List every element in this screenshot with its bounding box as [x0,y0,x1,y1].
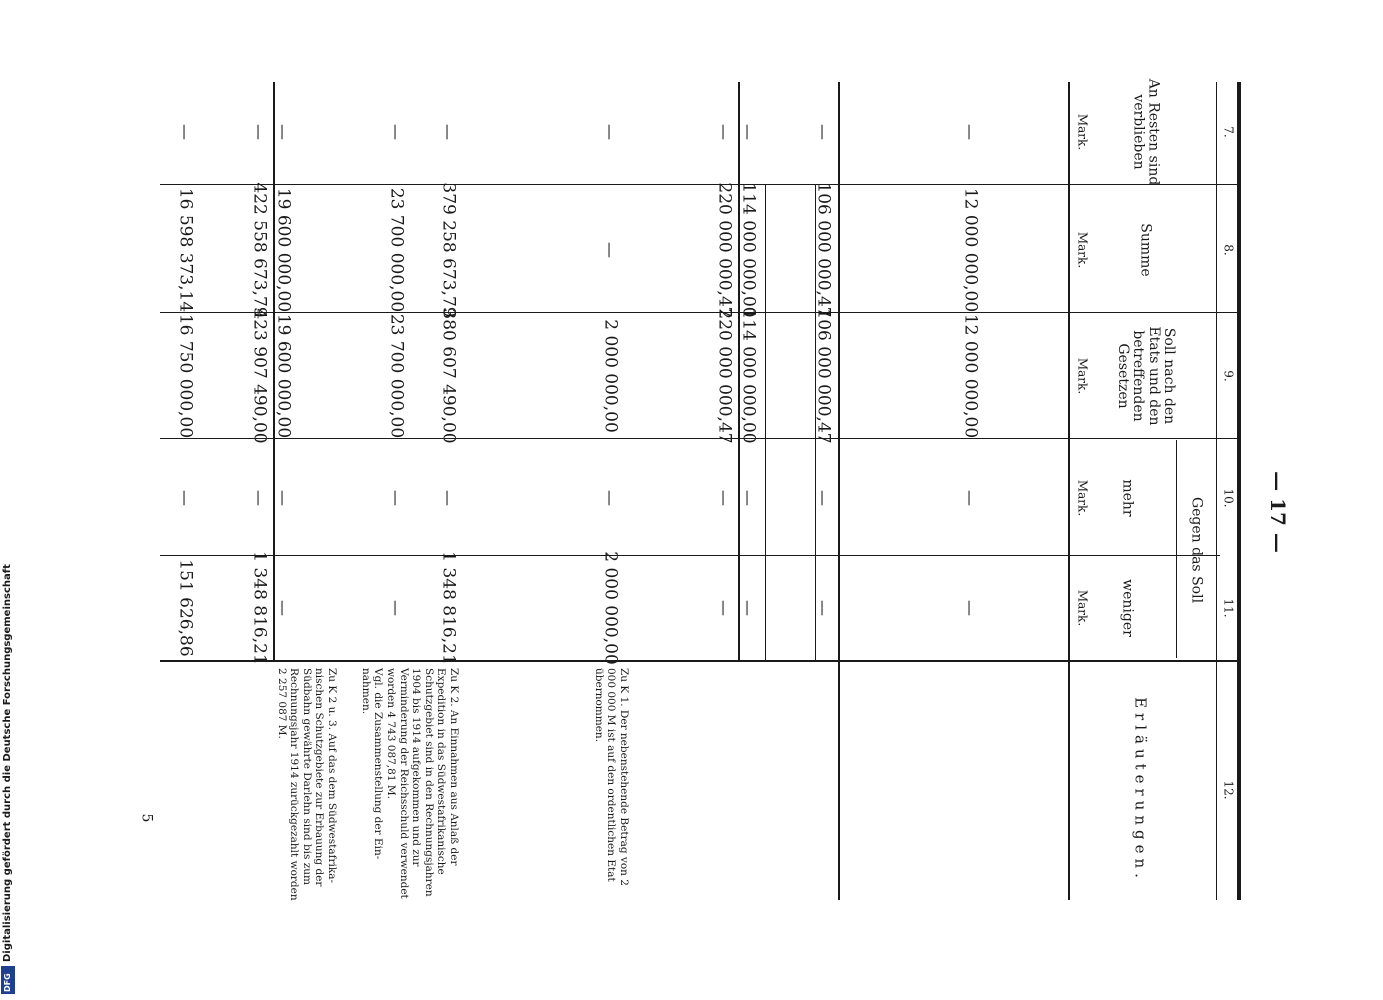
cell-c7: — [714,124,734,140]
cell-c9: 12 000 000,00 [960,313,981,439]
cell-c8: 12 000 000,00 [960,187,981,313]
cell-c11: — [738,600,758,616]
cell-c9: 2 000 000,00 [600,319,621,433]
cell-c10: — [438,490,458,506]
cell-c9: 106 000 000,47 [813,308,834,444]
header-gegen-das-soll: Gegen das Soll [1188,496,1205,604]
rule-colnum-row [1216,82,1217,900]
rule-sum-line-1 [765,185,766,660]
cell-c8: — [600,242,620,258]
cell-c10: — [386,490,406,506]
unit-col8: Mark. [1075,231,1090,269]
rule-group-split [1176,440,1177,658]
cell-c8: 114 000 000,00 [738,182,759,318]
cell-c8: 106 000 000,47 [813,182,834,318]
cell-c11: 2 000 000,00 [600,551,621,665]
col-sep-7-8 [160,184,1240,185]
header-col10: mehr [1119,479,1136,517]
cell-c9: 23 700 000,00 [386,313,407,439]
cell-c11: 1 348 816,21 [438,551,459,665]
cell-c8: 422 558 673,79 [249,182,270,318]
note-k2: Zu K 2. An Einnahmen aus Anlaß der Expedition in das Südwestafrikanische Schutzgebiet sind in den Rechnungsjahren 1904 bis 1914 aufgekommen und zur Verminderung der Reichsschuld verwendet worden 4 743 087,81 M. Vgl. die Zusammenstellung der Ein- nahmen. [359,668,460,899]
column-number-11: 11. [1221,598,1236,618]
unit-col11: Mark. [1075,589,1090,627]
column-number-10: 10. [1221,488,1236,508]
cell-c10: — [249,490,269,506]
cell-c7: — [813,124,833,140]
cell-c9: 380 607 490,00 [438,308,459,444]
cell-c7: — [386,124,406,140]
col-sep-10-11 [160,555,1220,556]
rule-row-sep-1 [838,82,840,900]
cell-c10: — [600,490,620,506]
cell-c7: — [600,124,620,140]
cell-c9: 114 000 000,00 [738,308,759,444]
cell-c7: — [175,124,195,140]
note-k1: Zu K 1. Der nebenstehende Betrag von 2 000 000 M ist auf den ordentlichen Etat übernommen. [592,668,630,886]
cell-c11: — [273,600,293,616]
cell-c11: — [714,600,734,616]
cell-c11: — [386,600,406,616]
col-sep-8-9 [160,312,1240,313]
cell-c11: — [960,600,980,616]
header-col11: weniger [1119,579,1136,637]
col-sep-11-12 [160,660,1240,662]
rule-header-bottom [1068,82,1070,900]
cell-c11: 1 348 816,21 [249,551,270,665]
cell-c9: 19 600 000,00 [273,313,294,439]
column-number-9: 9. [1221,370,1236,382]
cell-c7: — [249,124,269,140]
unit-col10: Mark. [1075,479,1090,517]
header-col7: An Resten sind verblieben [1130,78,1162,186]
cell-c8: 16 598 373,14 [175,187,196,313]
rule-top-thick [1237,82,1241,900]
page-number: — 17 — [1266,471,1290,553]
cell-c10: — [738,490,758,506]
dfg-logo: DFG [1,966,15,994]
cell-c10: — [714,490,734,506]
cell-c9: 16 750 000,00 [175,313,196,439]
footer-number: 5 [138,813,155,823]
cell-c10: — [813,490,833,506]
cell-c11: 151 626,86 [175,559,196,657]
header-col8: Summe [1137,223,1154,277]
cell-c9: 220 000 000,47 [714,308,735,444]
cell-c8: 23 700 000,00 [386,187,407,313]
cell-c8: 19 600 000,00 [273,187,294,313]
column-number-8: 8. [1221,244,1236,256]
column-number-7: 7. [1221,126,1236,138]
column-number-12: 12. [1221,780,1236,800]
digitization-credit: Digitalisierung gefördert durch die Deutsche Forschungsgemeinschaft [2,564,13,962]
cell-c10: — [960,490,980,506]
unit-col9: Mark. [1075,357,1090,395]
cell-c7: — [960,124,980,140]
cell-c8: 379 258 673,79 [438,182,459,318]
cell-c7: — [273,124,293,140]
header-col9: Soll nach den Etats und den betreffenden Gesetzen [1114,326,1177,426]
unit-col7: Mark. [1075,113,1090,151]
cell-c8: 220 000 000,47 [714,182,735,318]
cell-c7: — [438,124,458,140]
col-sep-9-10 [160,438,1240,439]
cell-c10: — [175,490,195,506]
cell-c9: 423 907 490,00 [249,308,270,444]
cell-c7: — [738,124,758,140]
cell-c10: — [273,490,293,506]
header-col12: Erläuterungen. [1131,697,1150,883]
cell-c11: — [813,600,833,616]
note-k2-3: Zu K 2 u. 3. Auf das dem Südwestafrika- nischen Schutzgebiete zur Erbauung der Südbahn gewährte Darlehn sind bis zum Rechnungsjahr 1914 zurückgezahlt worden 2 257 087 M. [275,668,338,901]
